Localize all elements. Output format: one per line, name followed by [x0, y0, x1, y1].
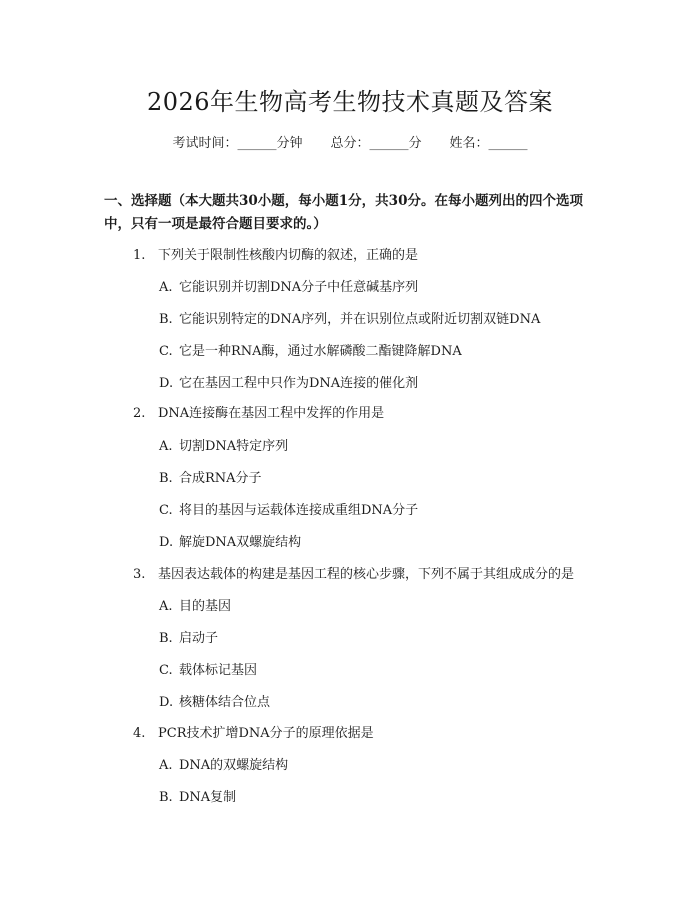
- option-text: 解旋DNA双螺旋结构: [179, 535, 302, 550]
- option-text: 它能识别并切割DNA分子中任意碱基序列: [179, 280, 419, 295]
- section-heading: 一、选择题（本大题共30小题，每小题1分，共30分。在每小题列出的四个选项中，只有一项是最符合题目要求的。）: [104, 193, 583, 232]
- option-letter: D.: [159, 376, 174, 391]
- option-letter: B.: [159, 790, 173, 805]
- q1-option-c: [159, 340, 462, 359]
- exam-time-field: 考试时间：______分钟: [172, 136, 303, 151]
- option-text: 核糖体结合位点: [179, 695, 271, 710]
- q2-option-c: [159, 499, 418, 518]
- option-text: 切割DNA特定序列: [179, 439, 289, 454]
- option-letter: A.: [159, 439, 173, 454]
- question-text: DNA连接酶在基因工程中发挥的作用是: [158, 406, 385, 421]
- question-1: [133, 244, 418, 263]
- q4-option-b: [159, 786, 236, 805]
- q1-option-a: [159, 276, 418, 295]
- option-letter: D.: [159, 695, 174, 710]
- q3-option-a: [159, 595, 231, 614]
- option-text: 目的基因: [179, 599, 232, 614]
- question-number: 1.: [133, 248, 146, 263]
- q3-option-d: [159, 691, 270, 710]
- student-name-field: 姓名：______: [449, 136, 528, 151]
- option-letter: A.: [159, 599, 173, 614]
- option-text: 合成RNA分子: [179, 471, 262, 486]
- q4-option-a: [159, 754, 288, 773]
- option-letter: D.: [159, 535, 174, 550]
- option-letter: B.: [159, 471, 173, 486]
- question-text: PCR技术扩增DNA分子的原理依据是: [158, 726, 374, 741]
- option-letter: C.: [159, 344, 173, 359]
- option-text: 它能识别特定的DNA序列，并在识别位点或附近切割双链DNA: [179, 312, 541, 327]
- option-text: 启动子: [179, 631, 219, 646]
- q3-option-b: [159, 627, 218, 646]
- option-letter: B.: [159, 312, 173, 327]
- question-text: 下列关于限制性核酸内切酶的叙述，正确的是: [158, 248, 419, 263]
- question-number: 3.: [133, 567, 146, 582]
- q2-option-b: [159, 467, 262, 486]
- question-3: [133, 563, 574, 582]
- option-text: 它在基因工程中只作为DNA连接的催化剂: [179, 376, 419, 391]
- q1-option-d: [159, 372, 418, 391]
- q3-option-c: [159, 659, 257, 678]
- exam-meta: [0, 132, 700, 151]
- option-text: DNA的双螺旋结构: [179, 758, 289, 773]
- q1-option-b: [159, 308, 540, 327]
- option-letter: C.: [159, 663, 173, 678]
- q2-option-a: [159, 435, 288, 454]
- question-number: 2.: [133, 406, 146, 421]
- page-title: 2026年生物高考生物技术真题及答案: [146, 88, 554, 116]
- option-text: 它是一种RNA酶，通过水解磷酸二酯键降解DNA: [179, 344, 462, 359]
- option-text: DNA复制: [179, 790, 237, 805]
- q2-option-d: [159, 531, 301, 550]
- option-text: 将目的基因与运载体连接成重组DNA分子: [179, 503, 419, 518]
- question-number: 4.: [133, 726, 146, 741]
- option-letter: A.: [159, 758, 173, 773]
- option-letter: B.: [159, 631, 173, 646]
- question-2: [133, 402, 384, 421]
- option-letter: A.: [159, 280, 173, 295]
- total-score-field: 总分：______分: [330, 136, 422, 151]
- option-letter: C.: [159, 503, 173, 518]
- option-text: 载体标记基因: [179, 663, 258, 678]
- question-4: [133, 722, 374, 741]
- question-text: 基因表达载体的构建是基因工程的核心步骤，下列不属于其组成成分的是: [158, 567, 575, 582]
